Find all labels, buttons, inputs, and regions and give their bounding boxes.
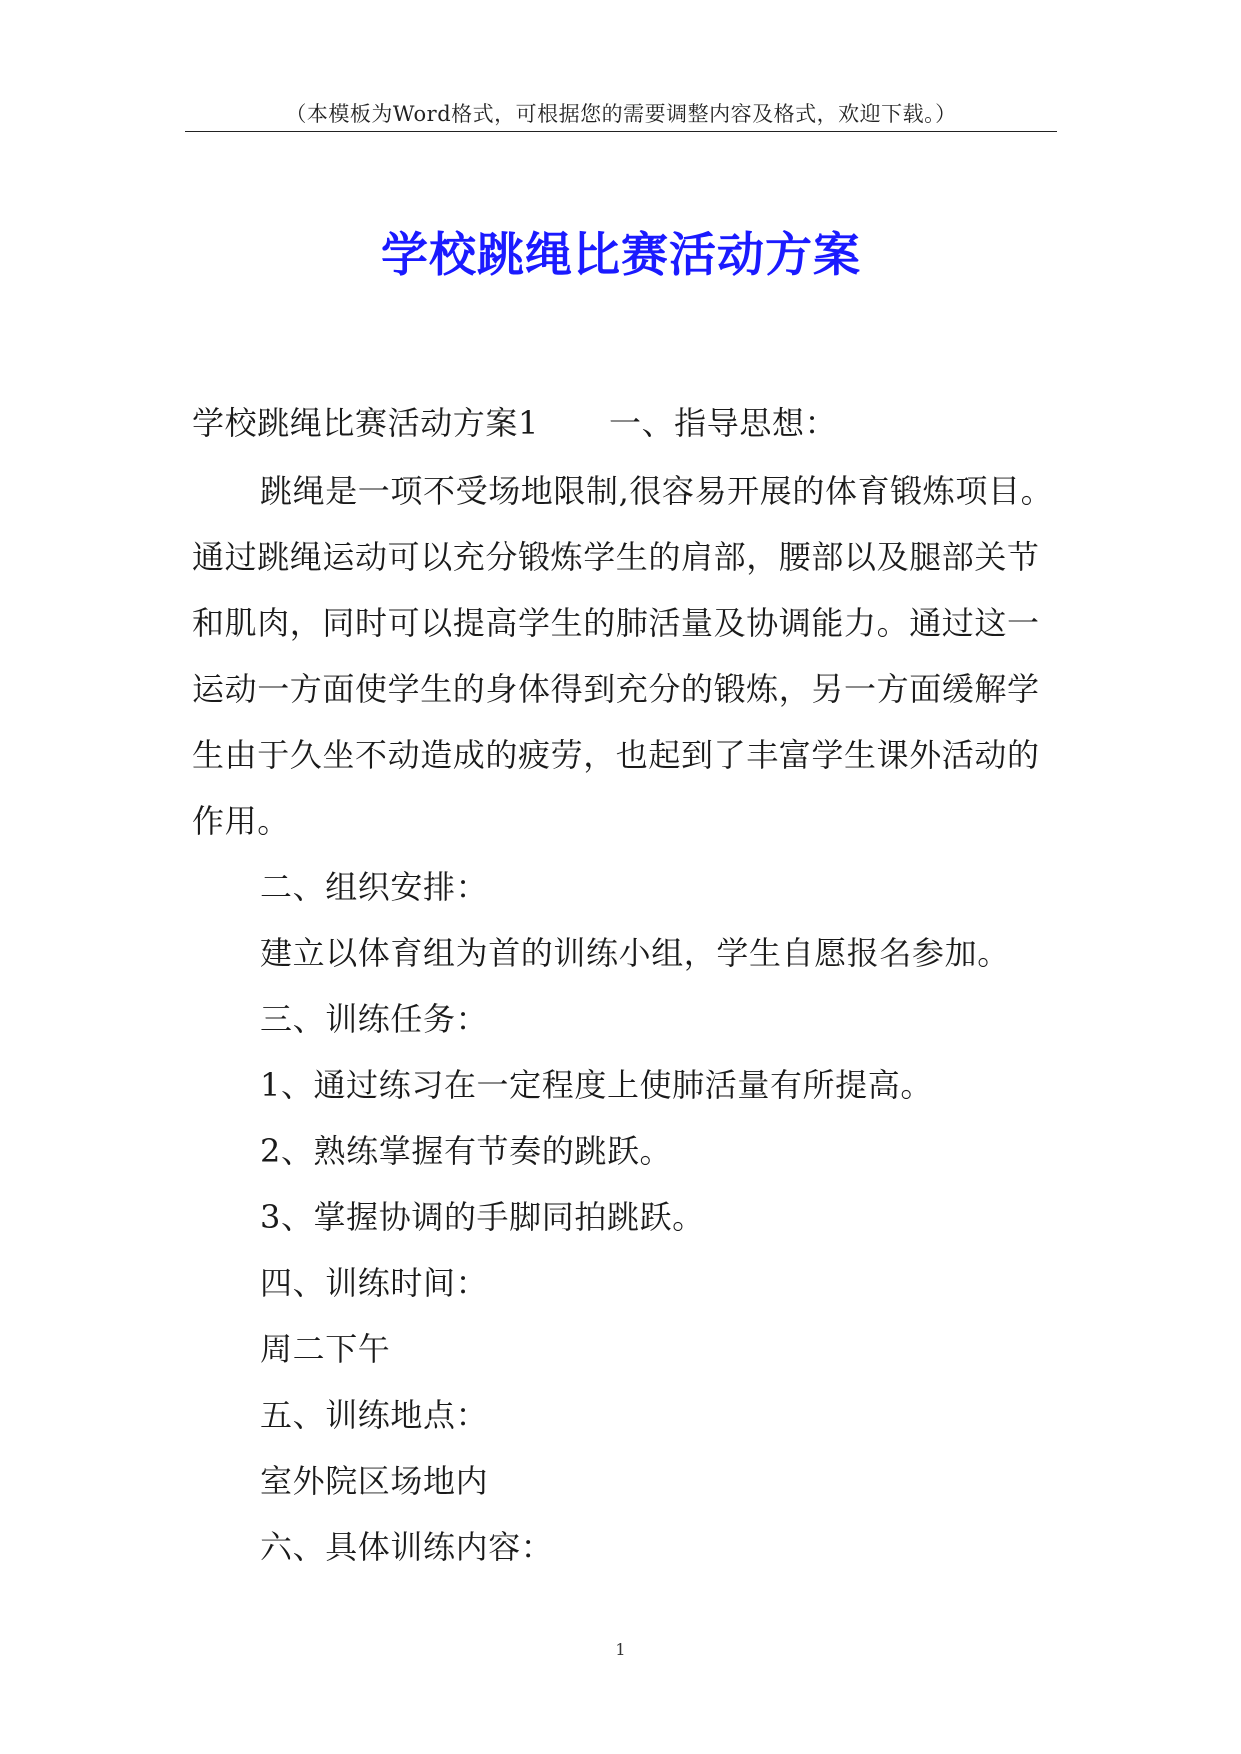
section4-text: 周二下午 (260, 1330, 391, 1368)
section1-paragraph-line: 跳绳是一项不受场地限制,很容易开展的体育锻炼项目。 (260, 472, 1054, 510)
plan-heading-line (192, 398, 1054, 444)
section3-item: 1、通过练习在一定程度上使肺活量有所提高。 (260, 1066, 933, 1104)
section1-paragraph-line: 运动一方面使学生的身体得到充分的锻炼，另一方面缓解学 (192, 670, 1040, 708)
section3-heading: 三、训练任务： (260, 1000, 489, 1038)
section2-heading: 二、组织安排： (260, 868, 489, 906)
header-note: （本模板为Word格式，可根据您的需要调整内容及格式，欢迎下载。） (285, 102, 957, 126)
section3-item: 3、掌握协调的手脚同拍跳跃。 (260, 1198, 705, 1236)
document-title: 学校跳绳比赛活动方案 (381, 228, 861, 283)
plan-heading: 学校跳绳比赛活动方案1 (192, 404, 539, 442)
section1-paragraph-line: 作用。 (192, 802, 290, 840)
page-number: 1 (615, 1640, 626, 1659)
section5-heading: 五、训练地点： (260, 1396, 489, 1434)
header-divider (185, 131, 1057, 132)
section2-text: 建立以体育组为首的训练小组，学生自愿报名参加。 (260, 934, 1010, 972)
section1-paragraph-line: 和肌肉，同时可以提高学生的肺活量及协调能力。通过这一 (192, 604, 1040, 642)
section3-item: 2、熟练掌握有节奏的跳跃。 (260, 1132, 673, 1170)
section1-paragraph-line: 通过跳绳运动可以充分锻炼学生的肩部，腰部以及腿部关节 (192, 538, 1040, 576)
section1-heading: 一、指导思想： (608, 404, 838, 442)
section6-heading: 六、具体训练内容： (260, 1528, 554, 1566)
section4-heading: 四、训练时间： (260, 1264, 489, 1302)
section5-text: 室外院区场地内 (260, 1462, 489, 1500)
section1-paragraph-line: 生由于久坐不动造成的疲劳，也起到了丰富学生课外活动的 (192, 736, 1040, 774)
